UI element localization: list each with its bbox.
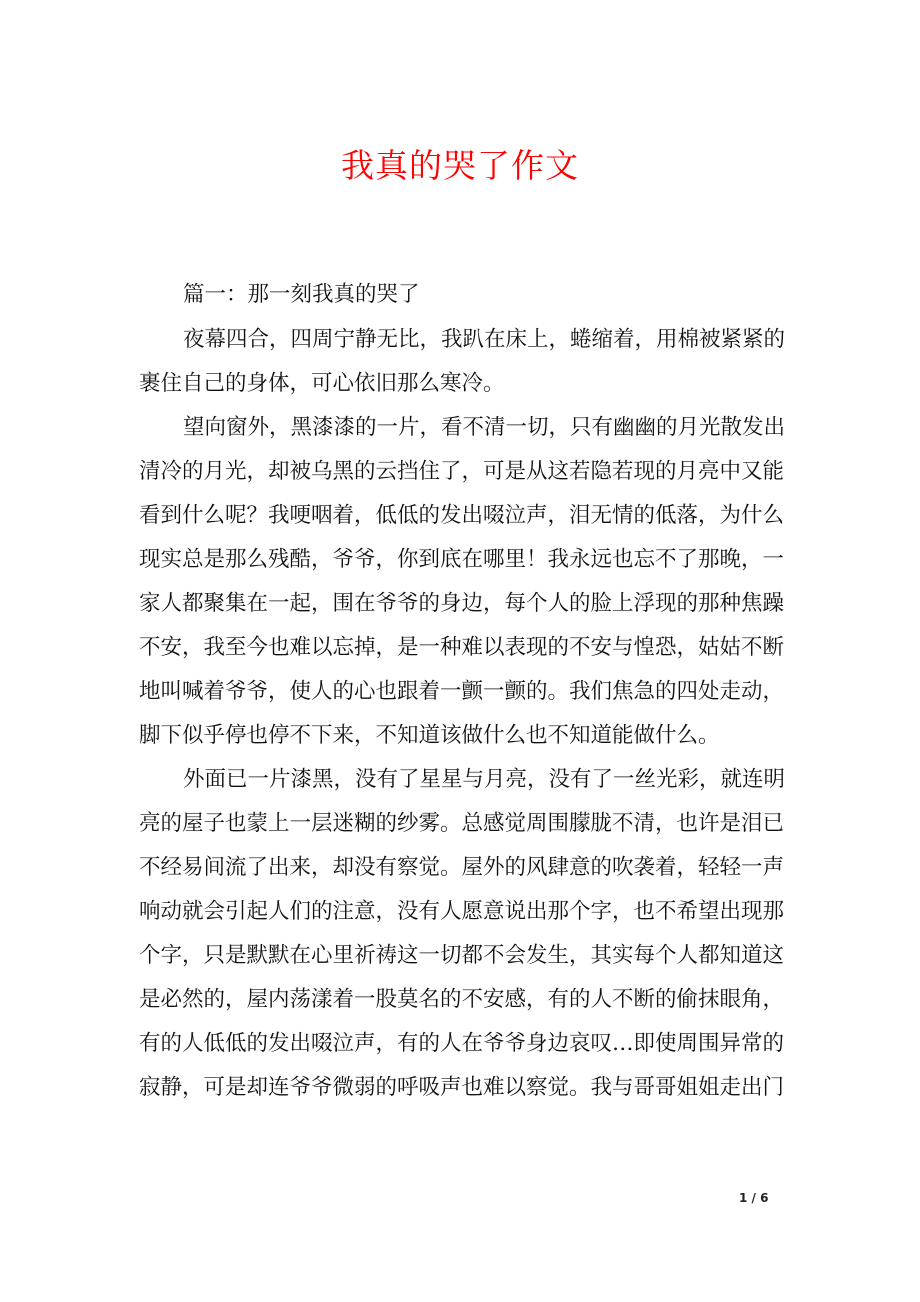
document-title: 我真的哭了作文: [341, 146, 579, 185]
page-indicator: 1 / 6: [739, 1191, 769, 1205]
paragraph-line: 亮的屋子也蒙上一层迷糊的纱雾。总感觉周围朦胧不清，也许是泪已: [139, 811, 785, 836]
paragraph-line: 清冷的月光，却被乌黑的云挡住了，可是从这若隐若现的月亮中又能: [139, 459, 785, 484]
paragraph-line: 是必然的，屋内荡漾着一股莫名的不安感，有的人不断的偷抹眼角，: [139, 987, 785, 1012]
paragraph-line: 不经易间流了出来，却没有察觉。屋外的风肆意的吹袭着，轻轻一声: [139, 855, 785, 880]
paragraph-line: 寂静，可是却连爷爷微弱的呼吸声也难以察觉。我与哥哥姐姐走出门: [139, 1075, 785, 1100]
paragraph-line: 不安，我至今也难以忘掉，是一种难以表现的不安与惶恐，姑姑不断: [139, 635, 785, 660]
paragraph-line: 脚下似乎停也停不下来，不知道该做什么也不知道能做什么。: [139, 723, 720, 748]
paragraph-line: 看到什么呢？我哽咽着，低低的发出啜泣声，泪无情的低落，为什么: [139, 503, 785, 528]
section-heading: 篇一：那一刻我真的哭了: [183, 282, 420, 307]
paragraph-line: 裹住自己的身体，可心依旧那么寒冷。: [139, 371, 505, 396]
paragraph-line: 家人都聚集在一起，围在爷爷的身边，每个人的脸上浮现的那种焦躁: [139, 591, 785, 616]
paragraph-line: 个字，只是默默在心里祈祷这一切都不会发生，其实每个人都知道这: [139, 943, 785, 968]
paragraph-line: 望向窗外，黑漆漆的一片，看不清一切，只有幽幽的月光散发出: [183, 415, 786, 440]
paragraph-line: 外面已一片漆黑，没有了星星与月亮，没有了一丝光彩，就连明: [183, 767, 786, 792]
paragraph-line: 现实总是那么残酷，爷爷，你到底在哪里！我永远也忘不了那晚，一: [139, 547, 785, 572]
paragraph-line: 响动就会引起人们的注意，没有人愿意说出那个字，也不希望出现那: [139, 899, 785, 924]
paragraph-line: 有的人低低的发出啜泣声，有的人在爷爷身边哀叹…即使周围异常的: [139, 1031, 785, 1056]
paragraph-line: 地叫喊着爷爷，使人的心也跟着一颤一颤的。我们焦急的四处走动，: [139, 679, 785, 704]
paragraph-line: 夜幕四合，四周宁静无比，我趴在床上，蜷缩着，用棉被紧紧的: [183, 327, 786, 352]
